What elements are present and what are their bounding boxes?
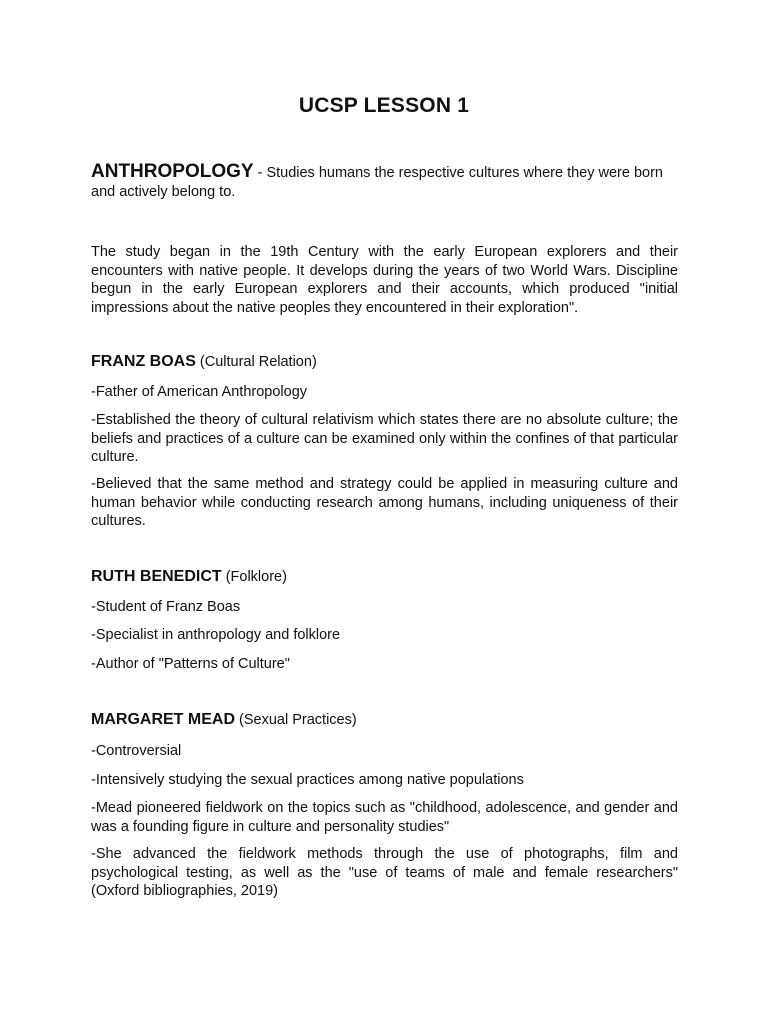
anthropology-description: - Studies humans the respective cultures where they were born and actively belong to. [91,165,663,200]
mead-point: -Controversial [91,743,182,759]
boas-point: -Father of American Anthropology [91,384,308,400]
benedict-point: -Author of "Patterns of Culture" [91,656,290,672]
benedict-field: (Folklore) [221,569,287,585]
mead-name: MARGARET MEAD [91,711,235,728]
boas-heading [91,353,678,372]
benedict-heading [91,568,678,587]
anthropology-definition [91,163,678,201]
boas-name: FRANZ BOAS [91,353,196,370]
boas-field: (Cultural Relation) [195,354,317,370]
benedict-point: -Specialist in anthropology and folklore [91,627,341,643]
mead-heading [91,711,678,730]
intro-paragraph: The study began in the 19th Century with the early European explorers and their encounters with native people. It develops during the years of two World Wars. Discipline begun in the early European explorers and their accounts, which produced "initial impressions about the native peoples they encountered in their exploration". [91,244,678,316]
mead-field: (Sexual Practices) [235,712,357,728]
boas-point: -Believed that the same method and strategy could be applied in measuring culture and human behavior while conducting research among humans, including uniqueness of their cultures. [91,476,678,529]
mead-point: -Mead pioneered fieldwork on the topics such as "childhood, adolescence, and gender and was a founding figure in culture and personality studies" [91,800,678,835]
benedict-point: -Student of Franz Boas [91,599,241,615]
mead-point: -She advanced the fieldwork methods through the use of photographs, film and psychological testing, as well as the "use of teams of male and female researchers" (Oxford bibliographies, 2019) [91,846,678,899]
page-title: UCSP LESSON 1 [298,94,470,117]
mead-point: -Intensively studying the sexual practices among native populations [91,772,524,788]
benedict-name: RUTH BENEDICT [91,568,222,585]
anthropology-term: ANTHROPOLOGY [91,161,254,182]
boas-point: -Established the theory of cultural relativism which states there are no absolute culture; the beliefs and practices of a culture can be examined only within the confines of that particular culture. [91,412,678,465]
